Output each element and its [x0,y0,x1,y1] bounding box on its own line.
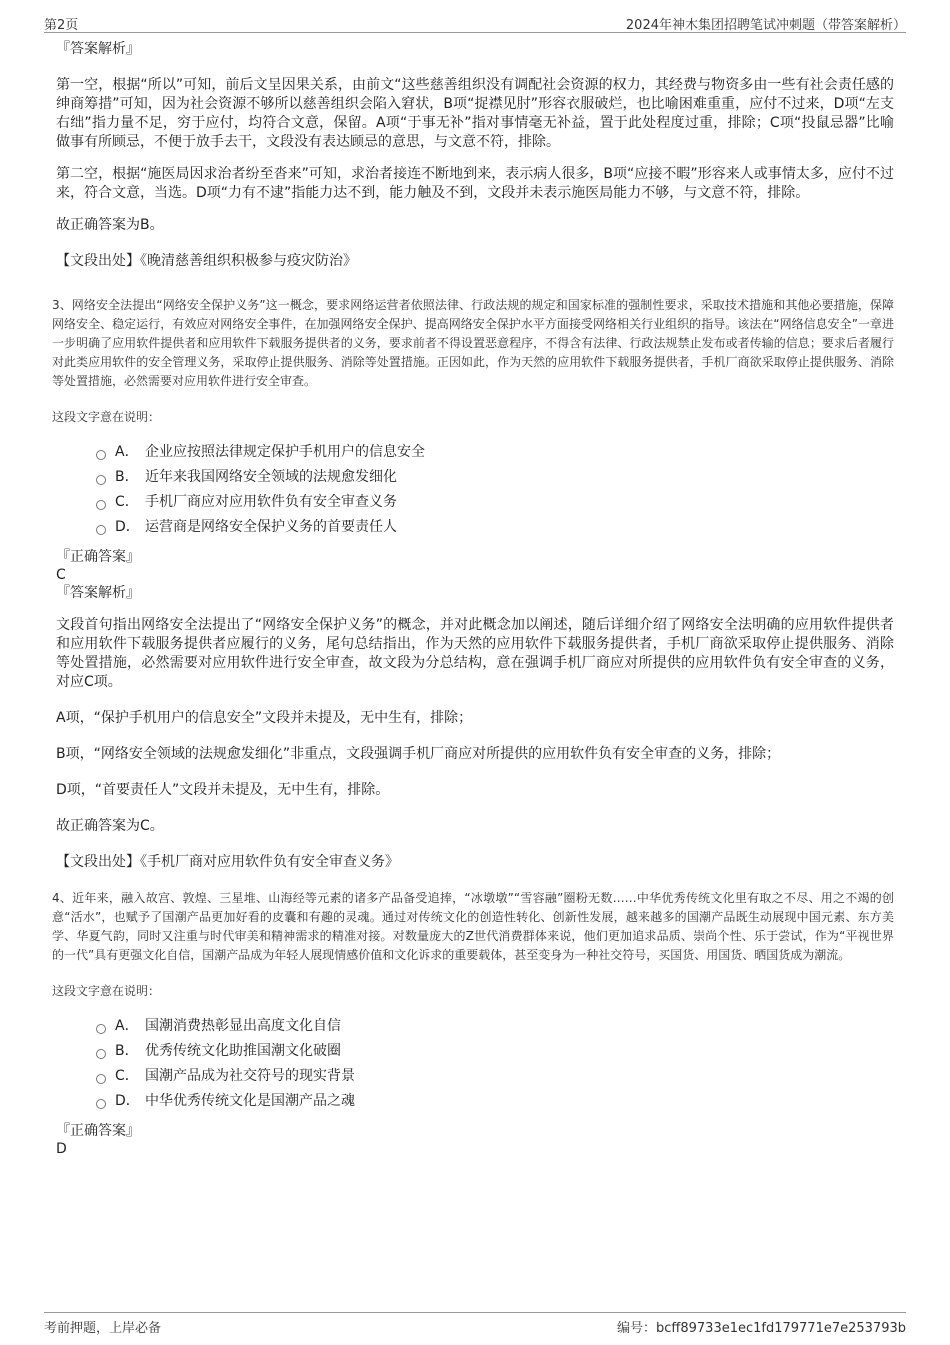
q4-options [56,1014,894,1114]
footer-id [617,1317,906,1336]
q2-analysis-label: 『答案解析』 [56,41,140,57]
radio-icon[interactable] [96,1099,106,1109]
q3-analysis-option-b: B项，“网络安全领域的法规愈发细化”非重点，文段强调手机厂商应对所提供的应用软件负有安全审查的义务，排除； [56,746,781,762]
q3-source-title: 《手机厂商对应用软件负有安全审查义务》 [140,854,399,870]
page-footer [44,1312,906,1335]
q4-option-b[interactable]: B． 优秀传统文化助推国潮文化破圈 [96,1039,894,1064]
q3-analysis-label: 『答案解析』 [56,585,140,601]
footer-id-value: bcff89733e1ec1fd179771e7e253793b [656,1321,906,1336]
radio-icon[interactable] [96,450,106,460]
q3-stem: 3、网络安全法提出“网络安全保护义务”这一概念，要求网络运营者依照法律、行政法规的规定和国家标准的强制性要求，采取技术措施和其他必要措施，保障网络安全、稳定运行，有效应对网络安全事件，在加强网络安全保护、提高网络安全保护水平方面接受网络相关行业组织的指导。该法在“网络信息安全”一章进一步明确了应用软件提供者和应用软件下载服务提供者的义务，要求前者不得设置恶意程序，不得含有法律、行政法规禁止发布或者传输的信息；要求后者履行对此类应用软件的安全管理义务，采取停止提供服务、消除等处置措施。正因如此，作为天然的应用软件下载服务提供者，手机厂商欲采取停止提供服务、消除等处置措施，必然需要对应用软件进行安全审查。 [52,298,894,388]
page-content [52,40,894,1158]
q4-correct-answer: D [56,1141,67,1157]
q3-option-c[interactable]: C． 手机厂商应对应用软件负有安全审查义务 [96,490,894,515]
q3-conclusion: 故正确答案为C。 [56,818,164,834]
q4-option-c[interactable]: C． 国潮产品成为社交符号的现实背景 [96,1064,894,1089]
q3-source-label: 【文段出处】 [56,854,140,870]
radio-icon[interactable] [96,525,106,535]
radio-icon[interactable] [96,1049,106,1059]
document-title: 2024年神木集团招聘笔试冲刺题（带答案解析） [625,18,906,33]
page-header [44,10,906,33]
q2-source-label: 【文段出处】 [56,253,140,269]
radio-icon[interactable] [96,475,106,485]
q2-analysis-paragraph-2: 第二空，根据“施医局因求治者纷至沓来”可知，求治者接连不断地到来，表示病人很多，B项“应接不暇”形容来人或事情太多，应付不过来，符合文意，当选。D项“力有不逮”指能力达不到，能力触及不到，文段并未表示施医局能力不够，与文意不符，排除。 [56,166,894,201]
q4-prompt: 这段文字意在说明： [52,984,161,998]
page-number: 第2页 [44,18,79,33]
q2-conclusion: 故正确答案为B。 [56,217,164,233]
q2-source [56,252,894,271]
radio-icon[interactable] [96,1074,106,1084]
q3-option-a[interactable]: A． 企业应按照法律规定保护手机用户的信息安全 [96,440,894,465]
footer-id-label: 编号： [616,1321,656,1336]
q3-analysis-paragraph: 文段首句指出网络安全法提出了“网络安全保护义务”的概念，并对此概念加以阐述，随后详细介绍了网络安全法明确的应用软件提供者和应用软件下载服务提供者应履行的义务，尾句总结指出，作为天然的应用软件下载服务提供者，手机厂商欲采取停止提供服务、消除等处置措施，必然需要对应用软件进行安全审查，故文段为分总结构，意在强调手机厂商应对所提供的应用软件负有安全审查的义务，对应C项。 [56,617,894,690]
q2-analysis-paragraph-1: 第一空，根据“所以”可知，前后文呈因果关系，由前文“这些慈善组织没有调配社会资源的权力，其经费与物资多由一些有社会责任感的绅商筹措”可知，因为社会资源不够所以慈善组织会陷入窘状，B项“捉襟见肘”形容衣服破烂，也比喻困难重重，应付不过来，D项“左支右绌”指力量不足，穷于应付，均符合文意，保留。A项“于事无补”指对事情毫无补益，置于此处程度过重，排除；C项“投鼠忌器”比喻做事有所顾忌，不便于放手去干，文段没有表达顾忌的意思，与文意不符，排除。 [56,77,894,150]
q3-analysis-option-d: D项，“首要责任人”文段并未提及，无中生有，排除。 [56,782,390,798]
q3-correct-label: 『正确答案』 [56,549,140,565]
q4-correct-label: 『正确答案』 [56,1123,140,1139]
q4-stem: 4、近年来，融入故宫、敦煌、三星堆、山海经等元素的诸多产品备受追捧，“冰墩墩”“雪容融”圈粉无数……中华优秀传统文化里有取之不尽、用之不竭的创意“活水”，也赋予了国潮产品更加好看的皮囊和有趣的灵魂。通过对传统文化的创造性转化、创新性发展，越来越多的国潮产品既生动展现中国元素、东方美学、华夏气韵，同时又注重与时代审美和精神需求的精准对接。对数量庞大的Z世代消费群体来说，他们更加追求品质、崇尚个性、乐于尝试，作为“平视世界的一代”具有更强文化自信，国潮产品成为年轻人展现情感价值和文化诉求的重要载体，甚至变身为一种社交符号，买国货、用国货、晒国货成为潮流。 [52,891,894,962]
radio-icon[interactable] [96,1024,106,1034]
q2-source-title: 《晚清慈善组织积极参与疫灾防治》 [140,253,357,269]
q3-option-d[interactable]: D． 运营商是网络安全保护义务的首要责任人 [96,515,894,540]
q3-source [56,853,894,872]
q3-prompt: 这段文字意在说明： [52,410,161,424]
q3-option-b[interactable]: B． 近年来我国网络安全领域的法规愈发细化 [96,465,894,490]
q4-option-a[interactable]: A． 国潮消费热彰显出高度文化自信 [96,1014,894,1039]
footer-slogan: 考前押题，上岸必备 [44,1321,162,1336]
q3-analysis-option-a: A项，“保护手机用户的信息安全”文段并未提及，无中生有，排除； [56,710,473,726]
q3-options [56,440,894,540]
q3-correct-answer: C [56,567,66,583]
q4-option-d[interactable]: D． 中华优秀传统文化是国潮产品之魂 [96,1089,894,1114]
radio-icon[interactable] [96,500,106,510]
